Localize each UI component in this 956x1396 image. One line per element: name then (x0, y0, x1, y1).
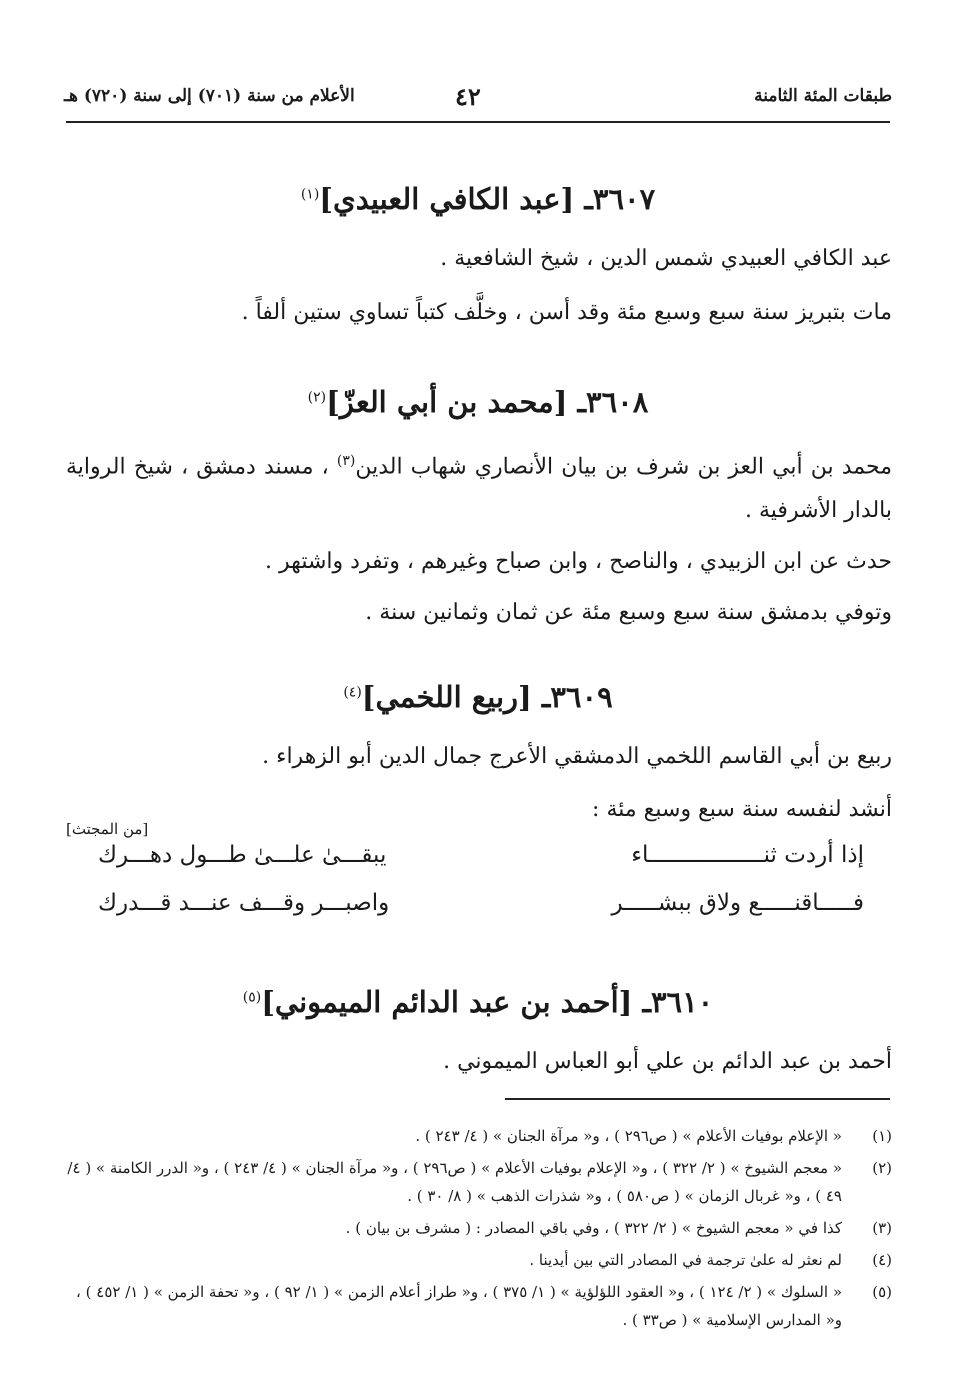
page-number: ٤٢ (455, 82, 481, 111)
footnote-text: « معجم الشيوخ » ( ٢/ ٣٢٢ ) ، و« الإعلام بوفيات الأعلام » ( ص٢٩٦ ) ، و« مرآة الجنان » ( ٤/ ٢٤٣ ) ، و« الدرر الكامنة » ( ٤/ ٤٩ ) ، و« غربال الزمان » ( ص٥٨٠ ) ، و« شذرات الذهب » ( ٨/ ٣٠ ) . (67, 1159, 842, 1205)
footnote (66, 1154, 892, 1210)
footnote-ref: (١) (300, 186, 320, 203)
entry-title: ٣٦٠٩ـ [ربيع اللخمي]$^{(٤)}$ (343, 680, 613, 714)
footnote-ref: (٥) (242, 989, 262, 1006)
poetic-meter-label: [من المجتث] (66, 820, 149, 838)
footnote-ref: (٢) (307, 389, 327, 406)
verse-first-hemistich: إذا أردت ثنـــــــــــــــــاء (631, 842, 864, 868)
running-header-left: الأعلام من سنة (٧٠١) إلى سنة (٧٢٠) هـ (64, 86, 355, 106)
entry-paragraph: أنشد لنفسه سنة سبع وسبع مئة : (592, 797, 892, 822)
footnote-text: « الإعلام بوفيات الأعلام » ( ص٢٩٦ ) ، و« مرآة الجنان » ( ٤/ ٢٤٣ ) . (415, 1127, 842, 1145)
footnote (66, 1278, 892, 1334)
entry-title: ٣٦٠٨ـ [محمد بن أبي العزّ]$^{(٢)}$ (307, 385, 649, 419)
footnote-number: (٤) (872, 1251, 892, 1269)
footnote (66, 1214, 892, 1242)
entry-paragraph: محمد بن أبي العز بن شرف بن بيان الأنصاري شهاب الدين$^{(٣)}$ ، مسند دمشق ، شيخ الرواية بالدار الأشرفية . (66, 453, 892, 524)
footnote-number: (٣) (872, 1219, 892, 1237)
entry-paragraph: مات بتبريز سنة سبع وسبع مئة وقد أسن ، وخلَّف كتباً تساوي ستين ألفاً . (241, 300, 892, 325)
verse-second-hemistich: واصبـــر وقـــف عنـــد قـــدرك (98, 890, 390, 916)
header-rule (66, 121, 890, 123)
running-header-right: طبقات المئة الثامنة (754, 86, 892, 106)
entry-paragraph: ربيع بن أبي القاسم اللخمي الدمشقي الأعرج جمال الدين أبو الزهراء . (262, 744, 892, 769)
entry-paragraph: حدث عن ابن الزبيدي ، والناصح ، وابن صباح وغيرهم ، وتفرد واشتهر . (265, 549, 892, 574)
footnote-number: (٥) (872, 1283, 892, 1301)
entry-title: ٣٦٠٧ـ [عبد الكافي العبيدي]$^{(١)}$ (300, 182, 656, 216)
footnote-text: كذا في « معجم الشيوخ » ( ٢/ ٣٢٢ ) ، وفي باقي المصادر : ( مشرف بن بيان ) . (345, 1219, 842, 1237)
footnote-number: (٢) (872, 1159, 892, 1177)
footnote-text: « السلوك » ( ٢/ ١٢٤ ) ، و« العقود اللؤلؤية » ( ١/ ٣٧٥ ) ، و« طراز أعلام الزمن » ( ١/ ٩٢ ) ، و« تحفة الزمن » ( ١/ ٤٥٢ ) ، و« المدارس الإسلامية » ( ص٣٣ ) . (76, 1283, 842, 1329)
verse-first-hemistich: فـــــاقنـــــع ولاق ببشـــــر (611, 890, 864, 916)
footnote-rule (505, 1098, 890, 1100)
footnote-ref: (٤) (343, 684, 362, 701)
entry-paragraph: أحمد بن عبد الدائم بن علي أبو العباس الميموني . (443, 1049, 892, 1074)
entry-title: ٣٦١٠ـ [أحمد بن عبد الدائم الميموني]$^{(٥)}$ (242, 985, 714, 1019)
footnote (66, 1246, 892, 1274)
footnote (66, 1122, 892, 1150)
footnote-ref: (٣) (336, 453, 356, 469)
footnote-text: لم نعثر له علىٰ ترجمة في المصادر التي بين أيدينا . (529, 1251, 842, 1269)
verse-second-hemistich: يبقـــىٰ علـــىٰ طـــول دهـــرك (98, 842, 387, 868)
entry-paragraph: عبد الكافي العبيدي شمس الدين ، شيخ الشافعية . (440, 246, 892, 271)
footnote-number: (١) (872, 1127, 892, 1145)
entry-paragraph: وتوفي بدمشق سنة سبع وسبع مئة عن ثمان وثمانين سنة . (365, 600, 892, 625)
